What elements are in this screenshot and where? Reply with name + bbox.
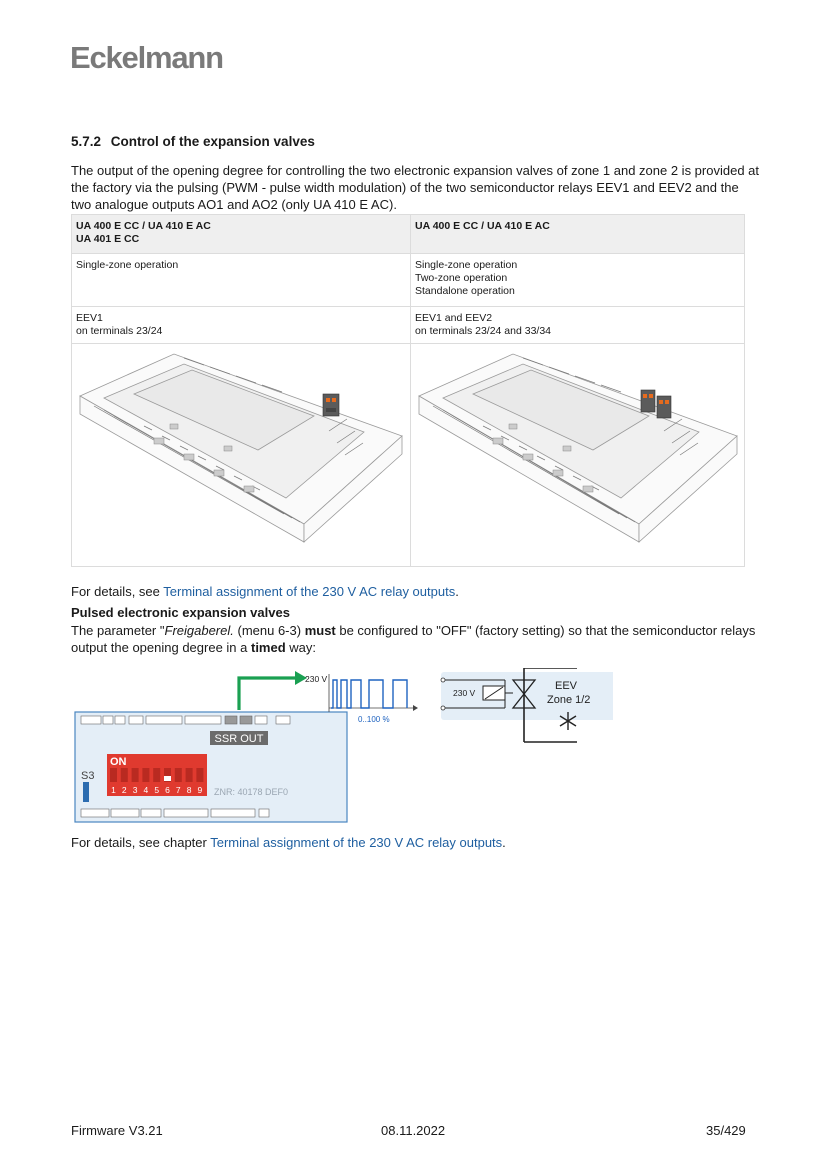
pulsed-heading: Pulsed electronic expansion valves [71, 605, 290, 620]
parameter-name: Freigaberel. [164, 623, 234, 638]
header-line: UA 401 E CC [76, 233, 140, 245]
dip-switch-number: 7 [175, 785, 181, 795]
dip-switch [196, 768, 203, 782]
terminal-location: on terminals 23/24 and 33/34 [415, 325, 552, 337]
terminal-output: EEV1 [76, 312, 103, 324]
table-header-cell [72, 215, 411, 254]
dip-switch-number: 8 [186, 785, 192, 795]
dip-switch-number: 1 [111, 785, 116, 795]
switch-bank-label: S3 [81, 770, 95, 782]
footer-date: 08.11.2022 [381, 1123, 446, 1138]
zone-label: Zone 1/2 [547, 694, 591, 706]
table-row [72, 307, 745, 344]
table-cell [72, 254, 411, 307]
dip-switch [153, 768, 160, 782]
eev-label: EEV [555, 680, 578, 692]
dip-switch-number: 2 [121, 785, 127, 795]
section-heading [71, 134, 315, 149]
table-cell [72, 307, 411, 344]
dip-switch-numbers [111, 785, 202, 795]
eckelmann-logo: Eckelmann [70, 40, 223, 75]
header-line: UA 400 E CC / UA 410 E AC [415, 220, 550, 232]
dip-switch [175, 768, 182, 782]
pulsed-paragraph [71, 622, 761, 656]
emphasis-must: must [304, 623, 336, 638]
table-header-cell [411, 215, 745, 254]
znr-label: ZNR: 40178 DEF0 [214, 787, 289, 797]
pwm-range-label: 0..100 % [358, 715, 390, 724]
operation-mode: Two-zone operation [415, 272, 508, 284]
table-cell [411, 344, 745, 567]
intro-paragraph: The output of the opening degree for controlling the two electronic expansion valves of zone 1 and zone 2 is provided at the factory via the pulsing (PWM - pulse width modulation) of the two semiconductor relays EEV1 and EEV2 and the two analogue outputs AO1 and AO2 (only UA 410 E AC). [71, 163, 760, 212]
table-row [72, 254, 745, 307]
controller-board [75, 712, 347, 822]
dip-switch-number: 4 [143, 785, 149, 795]
section-title: Control of the expansion valves [110, 134, 315, 149]
section-number: 5.7.2 [71, 134, 102, 149]
header-line: UA 400 E CC / UA 410 E AC [76, 220, 211, 232]
variant-table [71, 214, 745, 567]
dip-switch-knob [164, 776, 171, 781]
dip-switch [121, 768, 128, 782]
terminal-output: EEV1 and EEV2 [415, 312, 493, 324]
pulsed-text: be configured to "OFF" (factory setting) so that the semiconductor relays output the opening degree in a [71, 623, 756, 655]
details-prefix: For details, see chapter [71, 835, 211, 850]
operation-mode: Standalone operation [415, 285, 515, 297]
table-header-row [72, 215, 745, 254]
footer-page-number: 35/429 [706, 1123, 746, 1138]
table-cell [411, 254, 745, 307]
operation-mode: Single-zone operation [76, 259, 179, 271]
controller-device-illustration [74, 346, 407, 560]
terminal-assignment-link[interactable]: Terminal assignment of the 230 V AC relay outputs [210, 835, 503, 850]
pwm-signal-icon [331, 680, 407, 708]
table-cell [72, 344, 411, 567]
voltage-label: 230 V [305, 674, 328, 684]
operation-mode: Single-zone operation [415, 259, 518, 271]
pulsed-text: way: [285, 640, 316, 655]
green-arrow-icon [239, 678, 295, 710]
dip-switch [186, 768, 193, 782]
terminal-location: on terminals 23/24 [76, 325, 163, 337]
footer-firmware: Firmware V3.21 [71, 1123, 163, 1138]
dip-switch-number: 3 [132, 785, 138, 795]
relay-voltage-label: 230 V [453, 688, 476, 698]
dip-switch [110, 768, 117, 782]
dip-switch-number: 6 [165, 785, 170, 795]
plug-connector-icon [323, 394, 339, 416]
details-reference-2 [71, 834, 761, 851]
dip-switch-number: 9 [197, 785, 203, 795]
dip-switches [110, 768, 203, 782]
details-suffix: . [455, 584, 459, 599]
table-cell [411, 307, 745, 344]
controller-device-illustration [413, 346, 741, 560]
table-row [72, 344, 745, 567]
dip-switch [142, 768, 149, 782]
switch-on-label: ON [110, 756, 127, 768]
pulsed-text: (menu 6-3) [233, 623, 305, 638]
details-prefix: For details, see [71, 584, 164, 599]
dip-switch [132, 768, 139, 782]
details-suffix: . [502, 835, 506, 850]
ssr-out-label: SSR OUT [214, 733, 264, 745]
dip-switch-number: 5 [154, 785, 160, 795]
emphasis-timed: timed [250, 640, 286, 655]
terminal-assignment-link[interactable]: Terminal assignment of the 230 V AC relay outputs [163, 584, 456, 599]
pwm-wiring-diagram [73, 668, 613, 828]
details-reference-1 [71, 583, 761, 600]
pulsed-text: The parameter " [71, 623, 165, 638]
